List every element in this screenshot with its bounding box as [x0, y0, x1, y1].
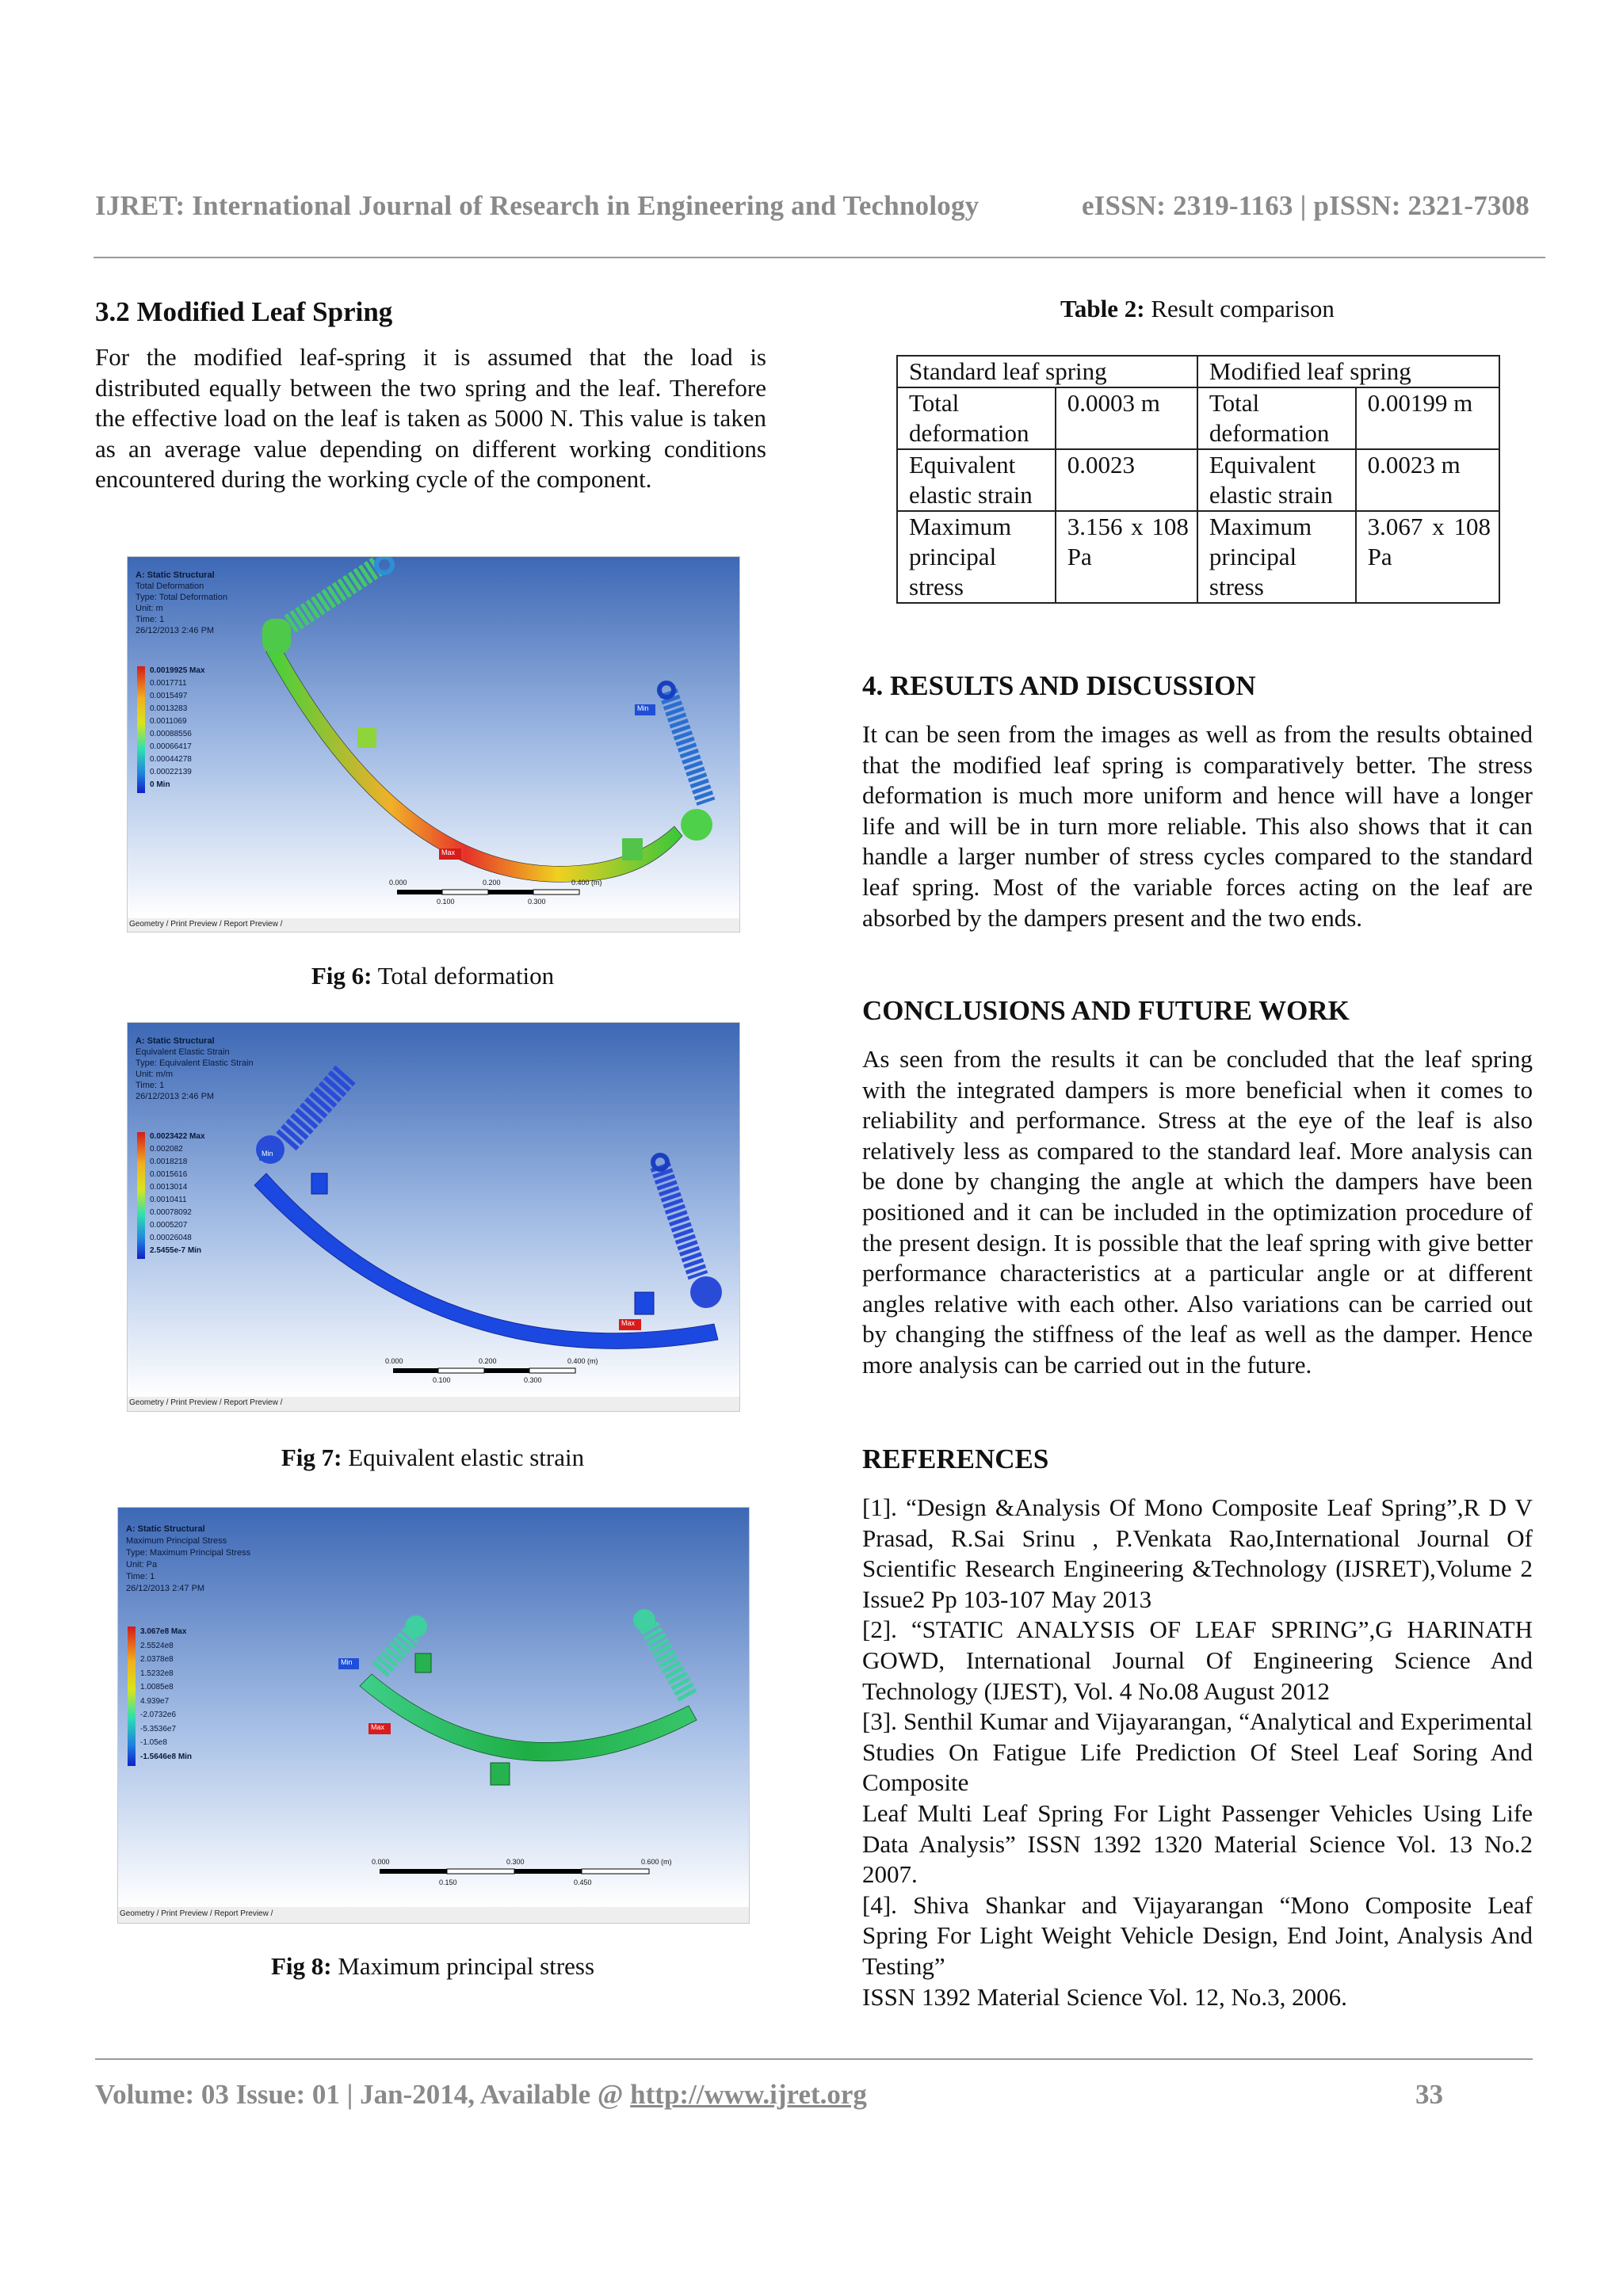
result-comparison-table — [896, 355, 1500, 604]
legend-value: 0.0011069 — [150, 717, 187, 726]
legend-colorbar — [128, 1627, 136, 1766]
info-line: 26/12/2013 2:46 PM — [136, 626, 215, 635]
table-label: Table 2: — [1060, 295, 1145, 322]
left-eye — [262, 619, 291, 654]
figure-caption-text: Total deformation — [377, 962, 555, 990]
scale-label: 0.150 — [439, 1878, 457, 1886]
reference-item: ISSN 1392 Material Science Vol. 12, No.3, 2006. — [862, 1982, 1347, 2011]
reference-item: [1]. “Design &Analysis Of Mono Composite Leaf Spring”,R D V Prasad, R.Sai Srinu , P.Venkata Rao,International Journal Of Scientific Research Engineering &Technology (IJSRET),Volume 2 Issue2 Pp 103-107 May 2013 — [862, 1493, 1533, 1613]
max-label: Max — [621, 1319, 636, 1327]
legend-value: 2.5524e8 — [140, 1641, 174, 1650]
scale-label: 0.600 (m) — [641, 1858, 672, 1866]
figure-6-caption — [127, 962, 739, 990]
scale-label: 0.400 (m) — [567, 1357, 598, 1365]
table-cell: Total deformation — [1197, 387, 1356, 449]
info-line: Equivalent Elastic Strain — [136, 1047, 230, 1057]
figure-6-image — [127, 556, 740, 933]
scale-label: 0.300 — [528, 898, 546, 906]
scale-label: 0.100 — [437, 898, 455, 906]
reference-item: Leaf Multi Leaf Spring For Light Passenger Vehicles Using Life Data Analysis” ISSN 1392 1320 Material Science Vol. 13 No.2 2007. — [862, 1798, 1533, 1889]
legend-colorbar — [137, 666, 145, 793]
journal-website-link[interactable]: http://www.ijret.org — [630, 2079, 867, 2110]
view-tabs: Geometry / Print Preview / Report Preview / — [129, 920, 283, 929]
table-cell: 3.067 x 108 Pa — [1356, 511, 1499, 603]
info-line: Type: Maximum Principal Stress — [126, 1548, 251, 1558]
references-list — [862, 1493, 1533, 2012]
figure-label: Fig 6: — [311, 962, 372, 990]
info-line: Type: Total Deformation — [136, 593, 227, 602]
footer-text: Volume: 03 Issue: 01 | Jan-2014, Available @ — [95, 2079, 631, 2110]
figure-caption-text: Maximum principal stress — [338, 1952, 595, 1980]
table-cell: 0.0003 m — [1056, 387, 1197, 449]
legend-value: 0.00022139 — [150, 768, 192, 776]
min-label: Min — [341, 1658, 353, 1666]
legend-value: 0.0005207 — [150, 1221, 188, 1230]
legend-value: 2.0378e8 — [140, 1655, 174, 1664]
view-tabs: Geometry / Print Preview / Report Preview / — [120, 1909, 273, 1918]
results-paragraph: It can be seen from the images as well as from the results obtained that the modified leaf spring is comparatively better. The stress deformation is much more uniform and hence will have a longer life and will be in turn more reliable. This also shows that it can handle a larger number of stress cycles compared to the standard leaf spring. Most of the variable forces acting on the leaf are absorbed by the dampers present and the two ends. — [862, 720, 1533, 932]
legend-value: 1.0085e8 — [140, 1683, 174, 1691]
figure-7-image — [127, 1022, 740, 1412]
legend-value: 4.939e7 — [140, 1696, 170, 1706]
min-label: Min — [637, 704, 649, 712]
reference-item: [2]. “STATIC ANALYSIS OF LEAF SPRING”,G HARINATH GOWD, International Journal Of Engineering Science And Technology (IJEST), Vol. 4 No.08 August 2012 — [862, 1615, 1533, 1705]
max-label: Max — [371, 1723, 385, 1731]
scale-label: 0.300 — [524, 1376, 542, 1384]
scale-label: 0.000 — [389, 879, 407, 887]
info-line: Time: 1 — [136, 615, 165, 624]
running-header — [95, 190, 1529, 222]
legend-values — [140, 1625, 192, 1764]
analysis-title: A: Static Structural — [136, 1036, 215, 1046]
table-header-row — [897, 356, 1499, 387]
legend-values — [150, 665, 205, 791]
scale-label: 0.000 — [372, 1858, 390, 1866]
legend-value: 0.0018218 — [150, 1158, 188, 1166]
table-row — [897, 387, 1499, 449]
info-line: Unit: m — [136, 604, 163, 613]
footer-rule — [95, 2058, 1533, 2060]
legend-value: -1.05e8 — [140, 1738, 167, 1747]
table-cell: 0.00199 m — [1356, 387, 1499, 449]
legend-value: -2.0732e6 — [140, 1711, 177, 1719]
table-cell: 3.156 x 108 Pa — [1056, 511, 1197, 603]
figure-8-image — [117, 1507, 750, 1924]
legend-value: 2.5455e-7 Min — [150, 1246, 202, 1255]
right-eye — [681, 809, 712, 841]
table-cell: Total deformation — [897, 387, 1056, 449]
figure-label: Fig 8: — [270, 1952, 332, 1980]
analysis-info — [126, 1524, 250, 1595]
table-row — [897, 449, 1499, 511]
scale-label: 0.200 — [483, 879, 501, 887]
min-label: Min — [262, 1150, 273, 1158]
info-line: 26/12/2013 2:47 PM — [126, 1584, 205, 1593]
table-cell: Equivalent elastic strain — [1197, 449, 1356, 511]
section-paragraph: For the modified leaf-spring it is assumed that the load is distributed equally between the two spring and the leaf. Therefore the effective load on the leaf is taken as 5000 N. This value is taken as an average value depending on different working conditions encountered during the working cycle of the component. — [95, 343, 766, 494]
figure-7-caption — [127, 1444, 739, 1472]
page-number: 33 — [1415, 2079, 1443, 2110]
info-line: Unit: Pa — [126, 1560, 158, 1569]
analysis-title: A: Static Structural — [126, 1524, 205, 1534]
conclusions-section-title: CONCLUSIONS AND FUTURE WORK — [862, 995, 1350, 1026]
references-section-title: REFERENCES — [862, 1444, 1049, 1474]
legend-value: 0.0015616 — [150, 1170, 188, 1179]
conclusions-paragraph: As seen from the results it can be concluded that the leaf spring with the integrated dampers is more beneficial when it comes to reliability and performance. Stress at the eye of the leaf is also relatively less as compared to the standard leaf. More analysis can be done by changing the angle at which the dampers have been positioned and it can be included in the optimization procedure of the present design. It is possible that the leaf spring with give better performance characteristics at a particular angle or at different angles relative with each other. Also variations can be carried out by changing the stiffness of the leaf as well as the damper. Hence more analysis can be carried out in the future. — [862, 1045, 1533, 1379]
figure-caption-text: Equivalent elastic strain — [348, 1444, 585, 1471]
table-cell: Maximum principal stress — [1197, 511, 1356, 603]
legend-value: 0.0023422 Max — [150, 1132, 205, 1141]
header-rule — [94, 257, 1545, 258]
info-line: Unit: m/m — [136, 1070, 174, 1079]
info-line: Total Deformation — [136, 582, 204, 591]
legend-value: 0.002082 — [150, 1145, 183, 1154]
scale-label: 0.100 — [433, 1376, 451, 1384]
scale-label: 0.200 — [479, 1357, 497, 1365]
table-cell: Equivalent elastic strain — [897, 449, 1056, 511]
scale-label: 0.400 (m) — [571, 879, 602, 887]
section-title-modified-leaf-spring: 3.2 Modified Leaf Spring — [95, 296, 393, 327]
analysis-info — [136, 570, 227, 636]
legend-value: 0.00044278 — [150, 755, 192, 764]
legend-value: 0.00066417 — [150, 742, 192, 751]
scale-label: 0.450 — [574, 1878, 592, 1886]
table-caption-text: Result comparison — [1151, 295, 1335, 322]
legend-value: -5.3536e7 — [140, 1724, 177, 1733]
running-footer — [95, 2079, 1442, 2111]
table-header-cell: Modified leaf spring — [1197, 356, 1499, 387]
max-label: Max — [441, 849, 456, 856]
info-line: 26/12/2013 2:46 PM — [136, 1092, 215, 1101]
table-cell: 0.0023 — [1056, 449, 1197, 511]
legend-value: 3.067e8 Max — [140, 1627, 187, 1636]
legend-value: 1.5232e8 — [140, 1669, 174, 1678]
issn-text: eISSN: 2319-1163 | pISSN: 2321-7308 — [1081, 190, 1529, 221]
figure-8-caption — [117, 1952, 748, 1981]
legend-value: 0.0013283 — [150, 704, 188, 713]
table-row — [897, 511, 1499, 603]
legend-value: 0.0017711 — [150, 679, 187, 688]
reference-item: [3]. Senthil Kumar and Vijayarangan, “Analytical and Experimental Studies On Fatigue Life Prediction Of Steel Leaf Soring And Composite — [862, 1707, 1533, 1797]
info-line: Type: Equivalent Elastic Strain — [136, 1058, 254, 1068]
info-line: Time: 1 — [136, 1081, 165, 1090]
legend-value: 0.0010411 — [150, 1196, 187, 1204]
table-caption — [862, 295, 1533, 323]
analysis-title: A: Static Structural — [136, 570, 215, 580]
info-line: Maximum Principal Stress — [126, 1536, 227, 1546]
results-section-title: 4. RESULTS AND DISCUSSION — [862, 670, 1256, 701]
legend-value: 0.00026048 — [150, 1234, 192, 1242]
reference-item: [4]. Shiva Shankar and Vijayarangan “Mono Composite Leaf Spring For Light Weight Vehicle Design, End Joint, Analysis And Testing” — [862, 1890, 1533, 1980]
legend-value: 0.00088556 — [150, 730, 192, 738]
legend-value: 0.0019925 Max — [150, 666, 205, 675]
scale-label: 0.300 — [506, 1858, 525, 1866]
table-header-cell: Standard leaf spring — [897, 356, 1197, 387]
legend-colorbar — [137, 1132, 145, 1259]
journal-name: IJRET: International Journal of Research in Engineering and Technology — [95, 190, 980, 221]
info-line: Time: 1 — [126, 1572, 155, 1581]
legend-value: 0.0015497 — [150, 692, 188, 700]
analysis-info — [136, 1035, 254, 1102]
view-tabs: Geometry / Print Preview / Report Preview / — [129, 1398, 283, 1407]
table-cell: Maximum principal stress — [897, 511, 1056, 603]
legend-value: -1.5646e8 Min — [140, 1752, 193, 1761]
legend-values — [150, 1131, 205, 1257]
legend-value: 0.00078092 — [150, 1208, 192, 1217]
legend-value: 0 Min — [150, 780, 170, 789]
table-cell: 0.0023 m — [1356, 449, 1499, 511]
legend-value: 0.0013014 — [150, 1183, 188, 1192]
scale-label: 0.000 — [385, 1357, 403, 1365]
figure-label: Fig 7: — [281, 1444, 342, 1471]
